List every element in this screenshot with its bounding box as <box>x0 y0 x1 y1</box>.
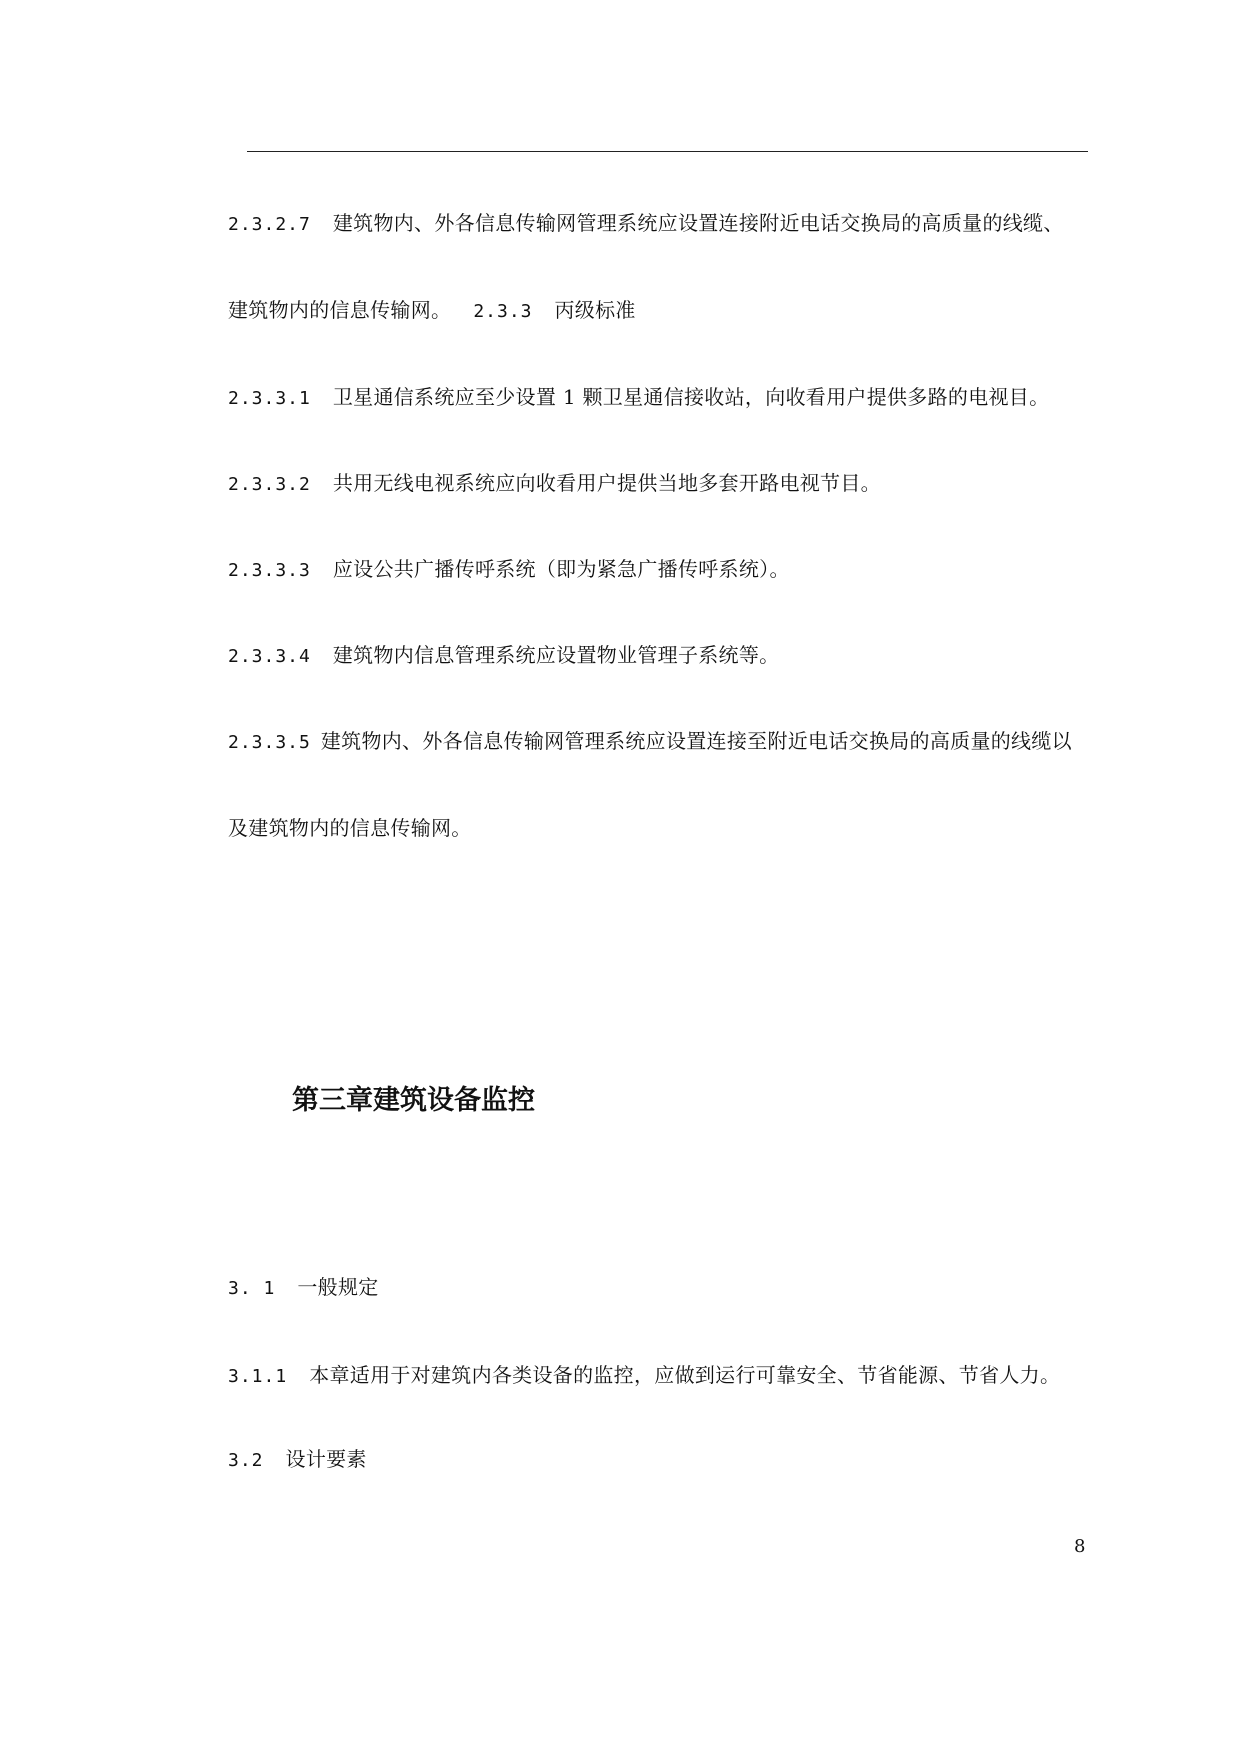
header-rule <box>247 151 1088 152</box>
clause-text: 建筑物内、外各信息传输网管理系统应设置连接附近电话交换局的高质量的线缆、 <box>332 211 1064 235</box>
clause-2-3-2-7-continued <box>228 296 636 326</box>
clause-2-3-3-4 <box>228 641 779 671</box>
section-title: 一般规定 <box>297 1275 379 1299</box>
clause-2-3-3-3 <box>228 555 790 585</box>
clause-2-3-3-1 <box>228 383 1049 413</box>
section-title: 设计要素 <box>285 1447 367 1471</box>
clause-3-1-1 <box>228 1361 1060 1391</box>
clause-number: 2.3.3.1 <box>228 388 311 409</box>
clause-2-3-2-7 <box>228 209 1064 239</box>
section-3-2 <box>228 1445 367 1475</box>
clause-2-3-3-5-continued <box>228 814 472 842</box>
chapter-title: 第三章建筑设备监控 <box>292 1085 535 1116</box>
clause-text: 建筑物内信息管理系统应设置物业管理子系统等。 <box>332 643 780 667</box>
section-number: 3. 1 <box>228 1278 276 1299</box>
clause-2-3-3-5 <box>228 727 1072 757</box>
clause-text: 共用无线电视系统应向收看用户提供当地多套开路电视节目。 <box>332 471 881 495</box>
section-title: 丙级标准 <box>554 298 636 322</box>
clause-number: 2.3.2.7 <box>228 214 311 235</box>
clause-text: 及建筑物内的信息传输网。 <box>228 816 472 840</box>
clause-text: 应设公共广播传呼系统（即为紧急广播传呼系统）。 <box>332 557 790 581</box>
clause-number: 3.1.1 <box>228 1366 288 1387</box>
clause-2-3-3-2 <box>228 469 881 499</box>
section-number: 2.3.3 <box>473 301 533 322</box>
clause-text: 建筑物内、外各信息传输网管理系统应设置连接至附近电话交换局的高质量的线缆以 <box>320 729 1072 753</box>
clause-text: 本章适用于对建筑内各类设备的监控，应做到运行可靠安全、节省能源、节省人力。 <box>309 1363 1061 1387</box>
clause-text: 卫星通信系统应至少设置 1 颗卫星通信接收站，向收看用户提供多路的电视目。 <box>332 385 1050 409</box>
page-number: 8 <box>1074 1536 1086 1557</box>
section-3-1 <box>228 1273 379 1303</box>
section-number: 3.2 <box>228 1450 264 1471</box>
clause-number: 2.3.3.3 <box>228 560 311 581</box>
clause-number: 2.3.3.2 <box>228 474 311 495</box>
clause-text: 建筑物内的信息传输网。 <box>228 298 452 322</box>
clause-number: 2.3.3.5 <box>228 732 311 753</box>
clause-number: 2.3.3.4 <box>228 646 311 667</box>
